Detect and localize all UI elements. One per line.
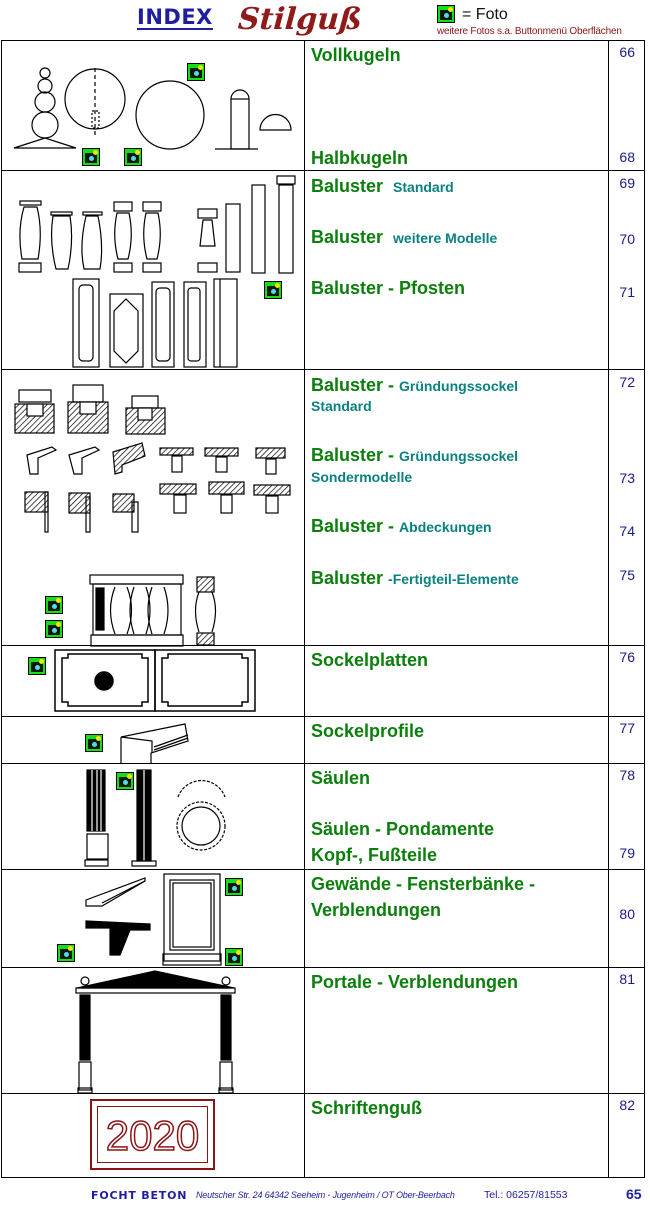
page-number: 73 [619, 470, 635, 486]
kugeln-illustration [2, 41, 305, 170]
title-cell [305, 968, 609, 1093]
page-cell [609, 717, 644, 763]
title-cell [305, 171, 609, 369]
title-cell [305, 41, 609, 170]
entry-title[interactable]: Verblendungen [311, 900, 442, 920]
baluster-illustration [2, 171, 305, 369]
page-number: 78 [619, 767, 635, 783]
table-row-gewaende [2, 870, 644, 968]
entry-title[interactable]: Portale - Verblendungen [311, 972, 519, 992]
footer-address: Neutscher Str. 24 64342 Seeheim - Jugenheim / OT Ober-Beerbach [196, 1190, 455, 1200]
camera-photo-icon[interactable] [82, 148, 100, 166]
table-row-sockelprofile [2, 717, 644, 764]
camera-photo-icon[interactable] [264, 281, 282, 299]
index-table [1, 40, 645, 1178]
camera-photo-icon[interactable] [45, 620, 63, 638]
camera-photo-icon[interactable] [45, 596, 63, 614]
index-title: INDEX [137, 5, 213, 29]
page-footer [0, 1185, 650, 1210]
page-cell [609, 646, 644, 716]
photo-legend-note: weitere Fotos s.a. Buttonmenü Oberflächen [437, 26, 622, 37]
page-header [0, 0, 650, 40]
entry-title[interactable]: Baluster - Abdeckungen [311, 516, 492, 536]
page-number: 75 [619, 567, 635, 583]
title-cell [305, 717, 609, 763]
page-cell [609, 764, 644, 869]
camera-photo-icon[interactable] [187, 63, 205, 81]
footer-company: FOCHT BETON [91, 1189, 188, 1202]
entry-title[interactable]: Baluster - Gründungssockel [311, 445, 519, 465]
entry-title[interactable]: Halbkugeln [311, 148, 409, 168]
table-row-portale [2, 968, 644, 1094]
columns-drawing-icon [2, 764, 305, 870]
entry-title[interactable]: Baluster -Fertigteil-Elemente [311, 568, 519, 588]
page-number: 69 [619, 175, 635, 191]
photo-legend-label: = Foto [462, 6, 508, 23]
page-cell [609, 370, 644, 645]
page-number: 70 [619, 231, 635, 247]
title-cell [305, 1094, 609, 1177]
page-number: 66 [619, 44, 635, 60]
page-number: 68 [619, 149, 635, 165]
entry-subtitle[interactable]: Sondermodelle [311, 469, 413, 485]
entry-title[interactable]: Baluster - Pfosten [311, 278, 466, 298]
title-cell [305, 370, 609, 645]
page-number: 79 [619, 845, 635, 861]
entry-title[interactable]: Gewände - Fensterbänke - [311, 874, 536, 894]
page-cell [609, 870, 644, 967]
footer-page-number: 65 [626, 1186, 642, 1202]
camera-photo-icon[interactable] [85, 734, 103, 752]
page-cell [609, 968, 644, 1093]
entry-title[interactable]: Baluster Standard [311, 176, 454, 196]
page-number: 80 [619, 906, 635, 922]
page-number: 74 [619, 523, 635, 539]
portal-drawing-icon [2, 968, 305, 1094]
page-number: 82 [619, 1097, 635, 1113]
entry-title[interactable]: Schriftenguß [311, 1098, 422, 1118]
entry-title[interactable]: Sockelplatten [311, 650, 429, 670]
camera-photo-icon [437, 5, 455, 23]
sockel-illustration [2, 370, 305, 645]
page-number: 72 [619, 374, 635, 390]
camera-photo-icon[interactable] [124, 148, 142, 166]
base-plates-drawing-icon [2, 646, 305, 717]
page-number: 81 [619, 971, 635, 987]
plaque-text: 2020 [105, 1112, 200, 1159]
camera-photo-icon[interactable] [116, 772, 134, 790]
table-row-sockelplatten [2, 646, 644, 717]
entry-title[interactable]: Säulen - Pondamente [311, 819, 495, 839]
page-number: 71 [619, 284, 635, 300]
camera-photo-icon[interactable] [57, 944, 75, 962]
footer-phone: Tel.: 06257/81553 [484, 1189, 568, 1201]
base-profile-drawing-icon [2, 717, 305, 764]
table-row-schriftenguss [2, 1094, 644, 1177]
page-number: 76 [619, 649, 635, 665]
brand-logo-stilguss: Stilguß [236, 2, 364, 37]
page-cell [609, 171, 644, 369]
balusters-drawing-icon [2, 171, 305, 370]
entry-title[interactable]: Kopf-, Fußteile [311, 845, 437, 865]
page-number: 77 [619, 720, 635, 736]
sockelplatten-illustration [2, 646, 305, 716]
title-cell [305, 646, 609, 716]
entry-title[interactable]: Vollkugeln [311, 45, 401, 65]
saeulen-illustration [2, 764, 305, 869]
page-cell [609, 1094, 644, 1177]
table-row-saeulen [2, 764, 644, 870]
camera-photo-icon[interactable] [225, 878, 243, 896]
sockelprofile-illustration [2, 717, 305, 763]
camera-photo-icon[interactable] [28, 657, 46, 675]
camera-photo-icon[interactable] [225, 948, 243, 966]
page-cell [609, 41, 644, 170]
entry-subtitle[interactable]: Standard [311, 398, 372, 414]
entry-title[interactable]: Säulen [311, 768, 371, 788]
gewaende-illustration [2, 870, 305, 967]
lettering-plaque [90, 1099, 215, 1170]
spheres-drawing-icon [2, 41, 305, 171]
table-row-baluster [2, 171, 644, 370]
table-row-kugeln [2, 41, 644, 171]
schriftenguss-illustration [2, 1094, 305, 1177]
title-cell [305, 870, 609, 967]
table-row-baluster-sockel [2, 370, 644, 646]
title-cell [305, 764, 609, 869]
entry-title[interactable]: Baluster weitere Modelle [311, 227, 498, 247]
entry-title[interactable]: Sockelprofile [311, 721, 425, 741]
window-frames-drawing-icon [2, 870, 305, 968]
portale-illustration [2, 968, 305, 1093]
entry-title[interactable]: Baluster - Gründungssockel [311, 375, 519, 395]
